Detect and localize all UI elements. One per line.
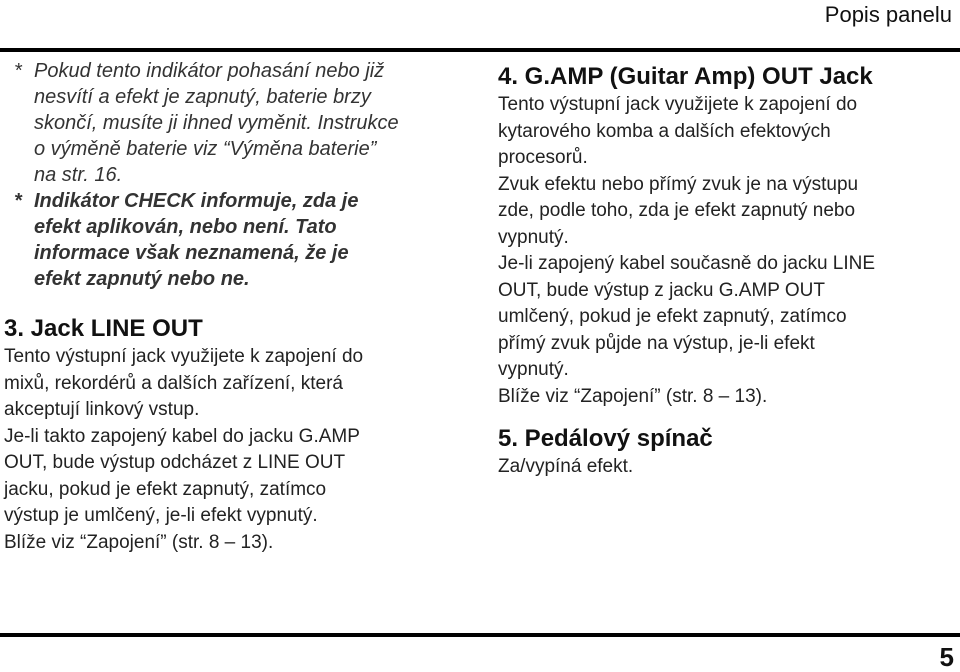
note-line: efekt aplikován, nebo není. Tato	[34, 216, 337, 238]
note-line: informace však neznamená, že je	[34, 242, 349, 264]
note-line: efekt zapnutý nebo ne.	[34, 268, 250, 290]
note-line: skončí, musíte ji ihned vyměnit. Instrukce	[34, 112, 399, 134]
section-body-gamp-out	[498, 92, 960, 410]
body-line: vypnutý.	[498, 226, 569, 248]
body-line: OUT, bude výstup z jacku G.AMP OUT	[498, 279, 825, 301]
body-line: vypnutý.	[498, 359, 569, 380]
section-heading-pedal-switch: 5. Pedálový spínač	[498, 425, 713, 452]
body-line: mixů, rekordérů a dalších zařízení, která	[4, 372, 343, 394]
body-line: OUT, bude výstup odcházet z LINE OUT	[4, 452, 346, 473]
note-line: Indikátor CHECK informuje, zda je	[34, 190, 359, 212]
page-number: 5	[939, 642, 954, 672]
body-line: jacku, pokud je efekt zapnutý, zatímco	[4, 478, 327, 500]
asterisk-marker: *	[14, 60, 22, 82]
body-line: procesorů.	[498, 147, 588, 168]
note-line: na str. 16.	[34, 164, 123, 186]
note-line: Pokud tento indikátor pohasání nebo již	[34, 60, 385, 82]
section-heading-line-out: 3. Jack LINE OUT	[4, 315, 203, 342]
body-line: umlčený, pokud je efekt zapnutý, zatímco	[498, 306, 847, 327]
asterisk-marker: *	[14, 190, 22, 212]
section-body-line-out	[0, 344, 470, 556]
body-line: přímý zvuk půjde na výstup, je-li efekt	[498, 332, 815, 354]
left-column	[0, 58, 470, 556]
note-battery	[0, 58, 470, 188]
body-line: zde, podle toho, zda je efekt zapnutý nebo	[498, 200, 856, 221]
section-heading-gamp-out: 4. G.AMP (Guitar Amp) OUT Jack	[498, 63, 873, 90]
body-line: kytarového komba a dalších efektových	[498, 120, 831, 142]
body-line: Blíže viz “Zapojení” (str. 8 – 13).	[4, 531, 274, 553]
body-line: Blíže viz “Zapojení” (str. 8 – 13).	[498, 385, 768, 407]
body-line: Zvuk efektu nebo přímý zvuk je na výstupu	[498, 173, 859, 195]
body-line: akceptují linkový vstup.	[4, 399, 200, 420]
note-check-indicator	[0, 188, 470, 292]
body-line: Tento výstupní jack využijete k zapojení do	[4, 346, 364, 367]
note-line: o výměně baterie viz “Výměna baterie”	[34, 138, 377, 160]
body-line: Je-li zapojený kabel současně do jacku LINE	[498, 253, 876, 274]
right-column	[498, 62, 960, 481]
body-line: Tento výstupní jack využijete k zapojení do	[498, 94, 858, 115]
page-header-title: Popis panelu	[824, 2, 952, 27]
body-line: výstup je umlčený, je-li efekt vypnutý.	[4, 505, 318, 526]
body-line: Za/vypíná efekt.	[498, 456, 634, 477]
section-body-pedal-switch	[498, 454, 960, 481]
bottom-rule	[0, 633, 960, 637]
top-rule	[0, 48, 960, 52]
note-line: nesvítí a efekt je zapnutý, baterie brzy	[34, 86, 371, 108]
body-line: Je-li takto zapojený kabel do jacku G.AMP	[4, 425, 360, 447]
